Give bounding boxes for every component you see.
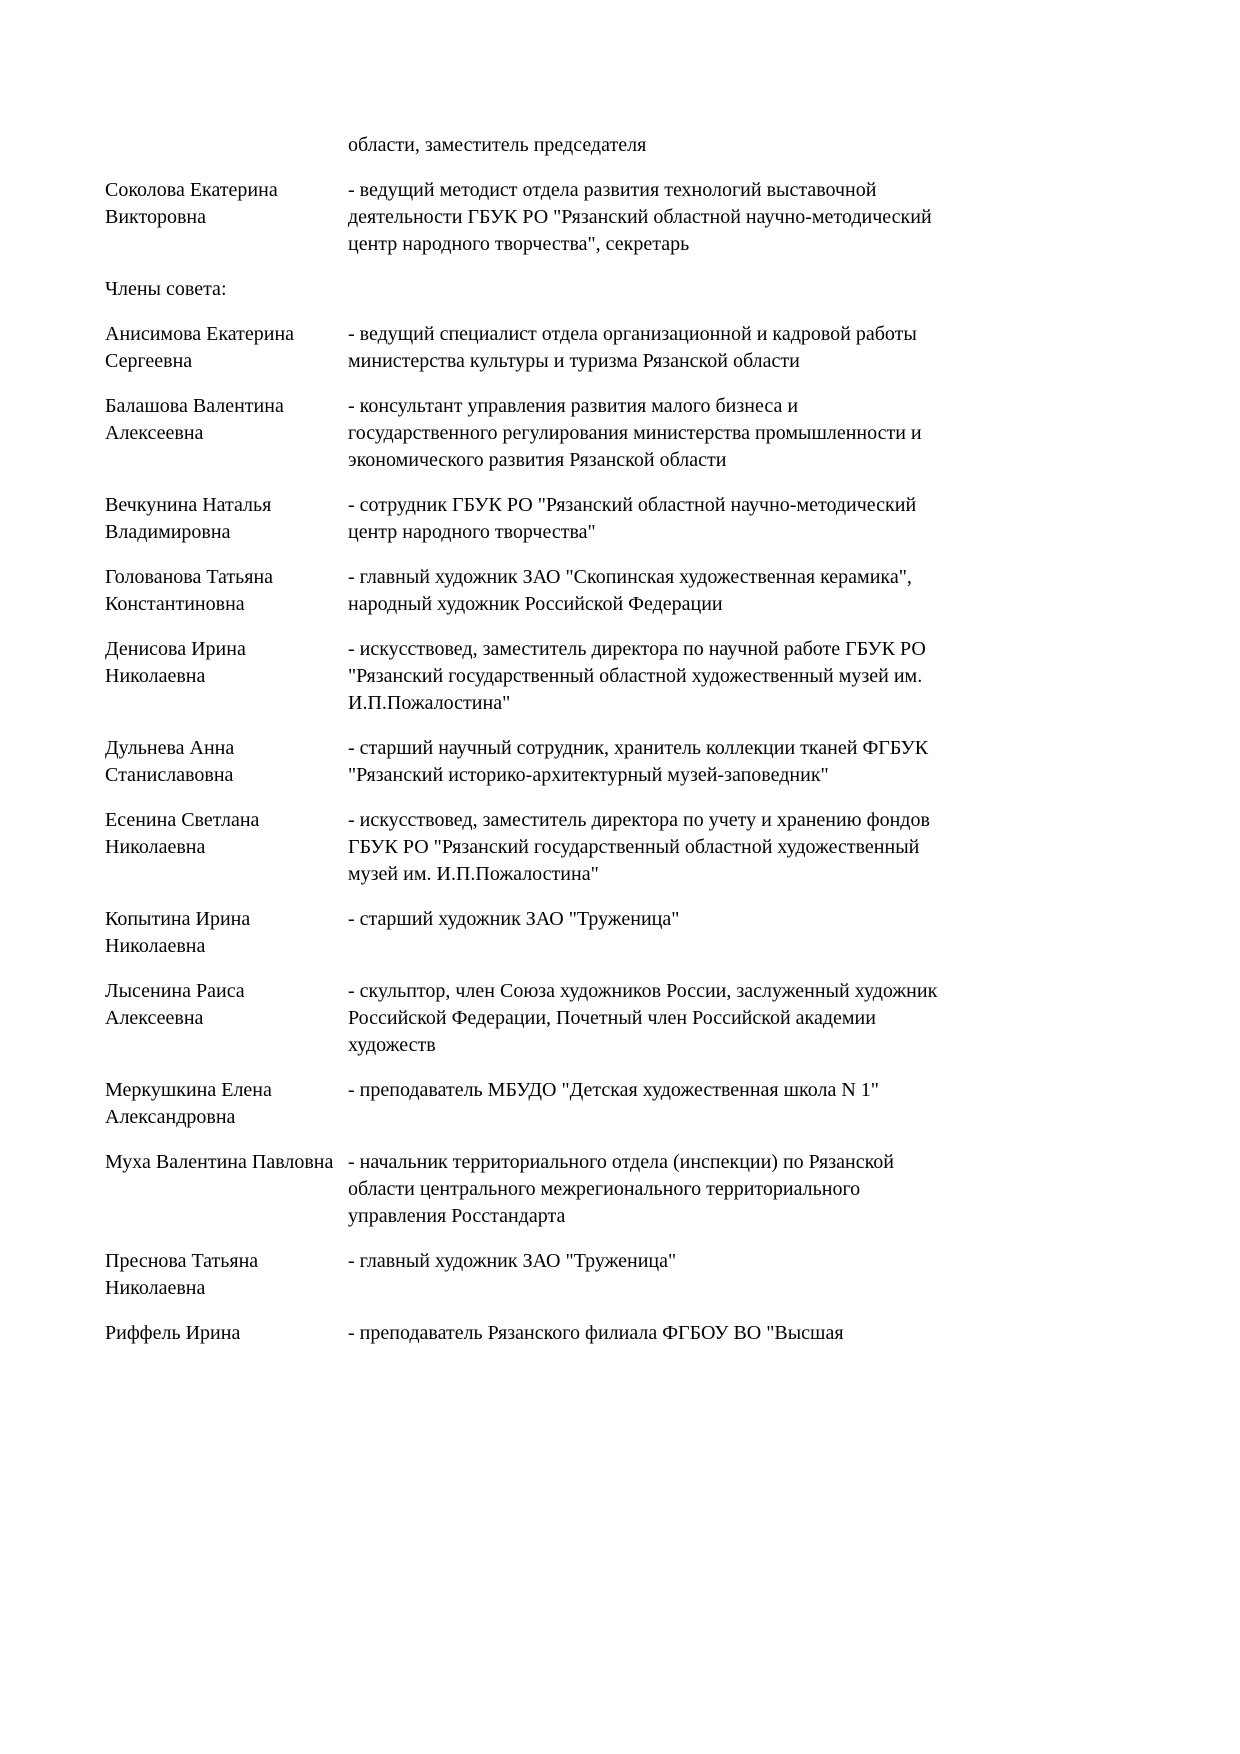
member-row xyxy=(105,978,940,1059)
member-role: - главный художник ЗАО "Скопинская художественная керамика", народный художник Российской Федерации xyxy=(348,566,912,615)
member-row xyxy=(105,735,940,789)
member-role: - начальник территориального отдела (инспекции) по Рязанской области центрального межрегионального территориального управления Росстандарта xyxy=(348,1151,894,1227)
member-name: Денисова Ирина Николаевна xyxy=(105,638,246,687)
member-role: - ведущий методист отдела развития технологий выставочной деятельности ГБУК РО "Рязанский областной научно-методический центр народного творчества", секретарь xyxy=(348,179,932,255)
member-name: Лысенина Раиса Алексеевна xyxy=(105,980,245,1029)
member-role: - ведущий специалист отдела организационной и кадровой работы министерства культуры и туризма Рязанской области xyxy=(348,323,917,372)
member-name: Голованова Татьяна Константиновна xyxy=(105,566,274,615)
member-row xyxy=(105,1248,940,1302)
member-row xyxy=(105,177,940,258)
member-name: Анисимова Екатерина Сергеевна xyxy=(105,323,295,372)
member-role: - сотрудник ГБУК РО "Рязанский областной научно-методический центр народного творчества" xyxy=(348,494,917,543)
member-name: Меркушкина Елена Александровна xyxy=(105,1079,272,1128)
member-role: - консультант управления развития малого бизнеса и государственного регулирования министерства промышленности и экономического развития Рязанской области xyxy=(348,395,922,471)
member-name: Есенина Светлана Николаевна xyxy=(105,809,260,858)
member-row xyxy=(105,393,940,474)
member-name: Копытина Ирина Николаевна xyxy=(105,908,251,957)
member-role: - искусствовед, заместитель директора по учету и хранению фондов ГБУК РО "Рязанский государственный областной художественный музей им. И.П.Пожалостина" xyxy=(348,809,930,885)
member-row xyxy=(105,1149,940,1230)
continuation-row xyxy=(105,132,940,159)
member-name: Риффель Ирина xyxy=(105,1322,241,1344)
member-role: - искусствовед, заместитель директора по научной работе ГБУК РО "Рязанский государственный областной художественный музей им. И.П.Пожалостина" xyxy=(348,638,926,714)
member-row xyxy=(105,564,940,618)
member-row xyxy=(105,636,940,717)
member-row xyxy=(105,492,940,546)
member-row xyxy=(105,1320,940,1347)
continuation-text: области, заместитель председателя xyxy=(348,134,647,156)
member-role: - преподаватель МБУДО "Детская художественная школа N 1" xyxy=(348,1079,879,1101)
member-role: - главный художник ЗАО "Труженица" xyxy=(348,1250,677,1272)
member-name: Муха Валентина Павловна xyxy=(105,1151,334,1173)
member-role: - старший научный сотрудник, хранитель коллекции тканей ФГБУК "Рязанский историко-архитектурный музей-заповедник" xyxy=(348,737,929,786)
member-row xyxy=(105,321,940,375)
member-row xyxy=(105,807,940,888)
member-name: Балашова Валентина Алексеевна xyxy=(105,395,284,444)
member-name: Преснова Татьяна Николаевна xyxy=(105,1250,259,1299)
member-name xyxy=(105,132,337,159)
member-name: Вечкунина Наталья Владимировна xyxy=(105,494,272,543)
member-row xyxy=(105,906,940,960)
member-name: Соколова Екатерина Викторовна xyxy=(105,179,278,228)
member-role: - старший художник ЗАО "Труженица" xyxy=(348,908,680,930)
member-name: Дульнева Анна Станиславовна xyxy=(105,737,235,786)
member-row xyxy=(105,1077,940,1131)
member-role: - скульптор, член Союза художников России, заслуженный художник Российской Федерации, Почетный член Российской академии художеств xyxy=(348,980,938,1056)
members-section-header: Члены совета: xyxy=(105,278,227,300)
member-role: - преподаватель Рязанского филиала ФГБОУ ВО "Высшая xyxy=(348,1322,844,1344)
